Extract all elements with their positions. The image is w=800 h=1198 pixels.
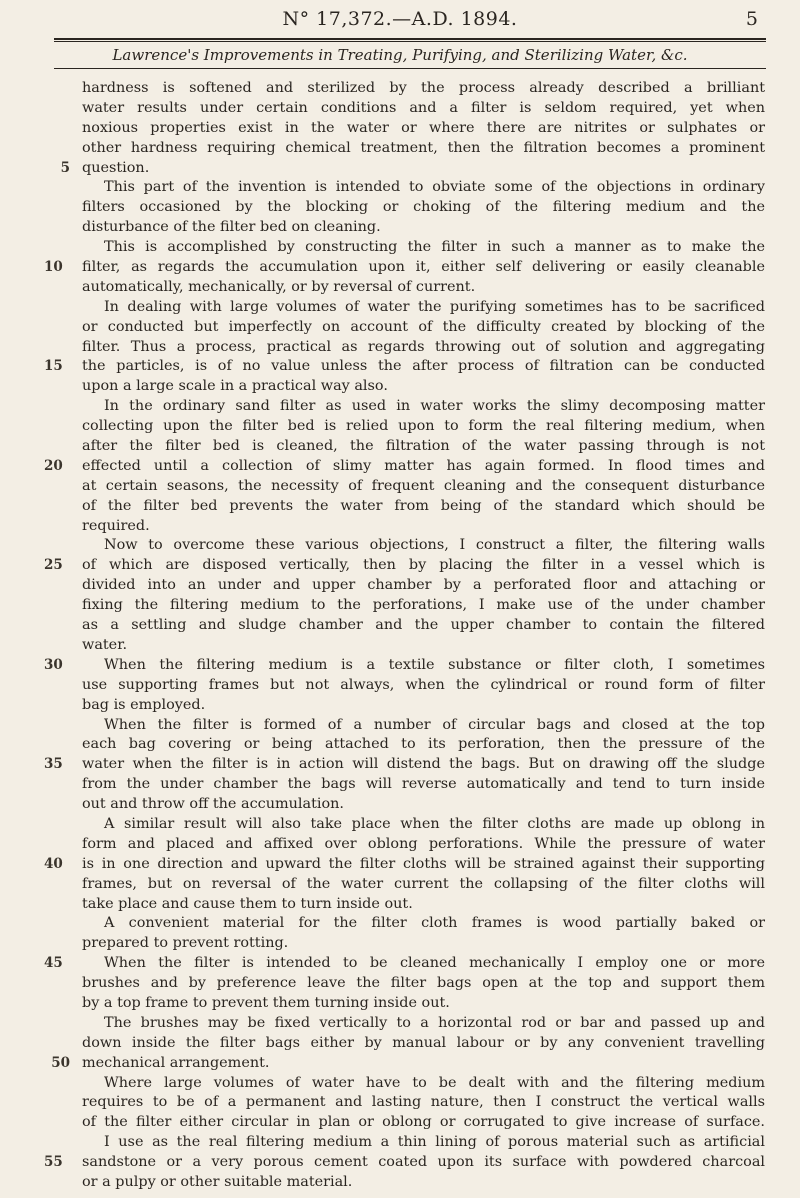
text-line bbox=[82, 835, 765, 855]
text-line bbox=[44, 755, 765, 775]
text-line-content: filter. Thus a process, practical as regards throwing out of solution and aggregating bbox=[82, 338, 765, 355]
text-line-content: or conducted but imperfectly on account of the difficulty created by blocking of the bbox=[82, 318, 765, 335]
text-line bbox=[82, 1113, 765, 1133]
text-line-content: prepared to prevent rotting. bbox=[82, 935, 289, 952]
text-line-content: use supporting frames but not always, when the cylindrical or round form of filter bbox=[82, 676, 765, 693]
text-line-content: water when the filter is in action will distend the bags. But on drawing off the sludge bbox=[82, 756, 765, 773]
text-line bbox=[82, 139, 765, 159]
text-line-content: Now to overcome these various objections, I construct a filter, the filtering walls bbox=[104, 537, 765, 554]
text-line-content: after the filter bed is cleaned, the filtration of the water passing through is not bbox=[82, 438, 765, 455]
text-line bbox=[82, 278, 765, 298]
page-header bbox=[0, 8, 800, 32]
text-line bbox=[82, 914, 765, 934]
text-line-content: down inside the filter bags either by manual labour or by any convenient travelling bbox=[82, 1034, 765, 1051]
text-line-content: by a top frame to prevent them turning inside out. bbox=[82, 994, 450, 1011]
text-line bbox=[82, 1074, 765, 1094]
text-line bbox=[82, 1173, 765, 1193]
running-title: Lawrence's Improvements in Treating, Purifying, and Sterilizing Water, &c. bbox=[112, 46, 688, 64]
text-line bbox=[82, 238, 765, 258]
text-line-content: effected until a collection of slimy matter has again formed. In flood times and bbox=[82, 457, 765, 474]
text-line bbox=[82, 437, 765, 457]
text-line-content: of the filter either circular in plan or oblong or corrugated to give increase of surface. bbox=[82, 1114, 765, 1131]
text-line bbox=[82, 775, 765, 795]
text-line bbox=[82, 1133, 765, 1153]
text-line bbox=[82, 795, 765, 815]
text-line-content: the particles, is of no value unless the after process of filtration can be conducted bbox=[82, 358, 765, 375]
text-line-content: sandstone or a very porous cement coated upon its surface with powdered charcoal bbox=[82, 1154, 765, 1171]
text-line bbox=[82, 298, 765, 318]
text-line bbox=[82, 79, 765, 99]
text-line bbox=[82, 318, 765, 338]
text-line bbox=[44, 1153, 765, 1173]
text-line-content: water results under certain conditions and a filter is seldom required, yet when bbox=[82, 99, 765, 116]
text-line bbox=[44, 457, 765, 477]
text-line-content: divided into an under and upper chamber by a perforated floor and attaching or bbox=[82, 577, 765, 594]
line-number: 5 bbox=[60, 159, 70, 176]
text-line bbox=[44, 556, 765, 576]
text-line-content: required. bbox=[82, 517, 150, 534]
text-line bbox=[82, 119, 765, 139]
text-line bbox=[82, 875, 765, 895]
text-line bbox=[82, 716, 765, 736]
text-line bbox=[82, 377, 765, 397]
text-line bbox=[82, 517, 765, 537]
text-line-content: other hardness requiring chemical treatment, then the filtration becomes a prominent bbox=[82, 139, 765, 156]
text-line-content: frames, but on reversal of the water current the collapsing of the filter cloths will bbox=[82, 875, 765, 892]
line-number: 35 bbox=[44, 756, 63, 773]
text-line bbox=[82, 676, 765, 696]
text-line-content: or a pulpy or other suitable material. bbox=[82, 1173, 353, 1190]
text-line-content: out and throw off the accumulation. bbox=[82, 796, 344, 813]
header-rule bbox=[54, 38, 766, 40]
text-line-content: A convenient material for the filter cloth frames is wood partially baked or bbox=[104, 915, 765, 932]
text-line-content: noxious properties exist in the water or where there are nitrites or sulphates or bbox=[82, 119, 765, 136]
text-line-content: filters occasioned by the blocking or choking of the filtering medium and the bbox=[82, 199, 765, 216]
text-line bbox=[82, 994, 765, 1014]
text-line-content: automatically, mechanically, or by reversal of current. bbox=[82, 278, 476, 295]
text-line bbox=[82, 974, 765, 994]
text-line bbox=[82, 636, 765, 656]
line-number: 40 bbox=[44, 855, 63, 872]
text-line bbox=[82, 696, 765, 716]
text-line bbox=[82, 895, 765, 915]
text-line-content: When the filter is intended to be cleaned mechanically I employ one or more bbox=[104, 955, 765, 972]
text-line-content: mechanical arrangement. bbox=[82, 1054, 270, 1071]
text-line bbox=[82, 576, 765, 596]
line-number: 10 bbox=[44, 259, 63, 276]
title-rule bbox=[54, 68, 766, 69]
text-line bbox=[44, 656, 765, 676]
header-rule-thin bbox=[54, 41, 766, 42]
text-line-content: take place and cause them to turn inside out. bbox=[82, 895, 413, 912]
line-number: 55 bbox=[44, 1154, 63, 1171]
text-line bbox=[82, 417, 765, 437]
text-line-content: fixing the filtering medium to the perforations, I make use of the under chamber bbox=[82, 597, 765, 614]
text-line bbox=[44, 954, 765, 974]
text-line bbox=[82, 536, 765, 556]
text-line bbox=[44, 855, 765, 875]
text-line bbox=[51, 1054, 765, 1074]
text-line bbox=[82, 218, 765, 238]
text-line-content: each bag covering or being attached to its perforation, then the pressure of the bbox=[82, 736, 765, 753]
text-line-content: A similar result will also take place when the filter cloths are made up oblong in bbox=[104, 815, 765, 832]
body-text bbox=[44, 79, 765, 1193]
line-number: 15 bbox=[44, 358, 63, 375]
text-line bbox=[82, 596, 765, 616]
text-line-content: This part of the invention is intended to obviate some of the objections in ordinary bbox=[104, 179, 765, 196]
text-line bbox=[60, 159, 765, 179]
text-line-content: disturbance of the filter bed on cleaning. bbox=[82, 219, 381, 236]
text-line-content: In dealing with large volumes of water the purifying sometimes has to be sacrificed bbox=[104, 298, 765, 315]
text-line bbox=[82, 178, 765, 198]
text-line-content: of the filter bed prevents the water from being of the standard which should be bbox=[82, 497, 765, 514]
text-line-content: In the ordinary sand filter as used in water works the slimy decomposing matter bbox=[104, 398, 765, 415]
text-line-content: upon a large scale in a practical way also. bbox=[82, 378, 388, 395]
line-number: 25 bbox=[44, 557, 63, 574]
line-number: 20 bbox=[44, 457, 63, 474]
text-line-content: I use as the real filtering medium a thin lining of porous material such as artificial bbox=[104, 1134, 765, 1151]
text-line bbox=[82, 934, 765, 954]
text-line-content: collecting upon the filter bed is relied upon to form the real filtering medium, when bbox=[82, 418, 765, 435]
text-line bbox=[82, 477, 765, 497]
text-line-content: as a settling and sludge chamber and the upper chamber to contain the filtered bbox=[82, 617, 765, 634]
text-line-content: form and placed and affixed over oblong perforations. While the pressure of water bbox=[82, 835, 765, 852]
line-number: 45 bbox=[44, 955, 63, 972]
page-number: 5 bbox=[745, 8, 758, 30]
text-line bbox=[82, 1093, 765, 1113]
line-number: 50 bbox=[51, 1054, 70, 1071]
text-line bbox=[82, 497, 765, 517]
text-line-content: at certain seasons, the necessity of frequent cleaning and the consequent disturbance bbox=[82, 477, 765, 494]
text-line-content: water. bbox=[82, 636, 128, 653]
text-line bbox=[82, 397, 765, 417]
text-line bbox=[82, 735, 765, 755]
text-line-content: question. bbox=[82, 159, 150, 176]
text-line bbox=[44, 258, 765, 278]
text-line-content: The brushes may be fixed vertically to a horizontal rod or bar and passed up and bbox=[104, 1014, 765, 1031]
text-line bbox=[82, 815, 765, 835]
text-line bbox=[82, 198, 765, 218]
text-line bbox=[82, 99, 765, 119]
patent-number: N° 17,372.—A.D. 1894. bbox=[282, 8, 518, 30]
text-line-content: When the filter is formed of a number of circular bags and closed at the top bbox=[104, 716, 765, 733]
text-line bbox=[82, 1034, 765, 1054]
text-line-content: of which are disposed vertically, then by placing the filter in a vessel which is bbox=[82, 557, 765, 574]
text-line-content: When the filtering medium is a textile substance or filter cloth, I sometimes bbox=[104, 656, 765, 673]
text-line bbox=[82, 1014, 765, 1034]
text-line-content: requires to be of a permanent and lasting nature, then I construct the vertical walls bbox=[82, 1094, 765, 1111]
text-line bbox=[44, 357, 765, 377]
line-number: 30 bbox=[44, 656, 63, 673]
text-line-content: is in one direction and upward the filter cloths will be strained against their supporting bbox=[82, 855, 765, 872]
text-line-content: hardness is softened and sterilized by the process already described a brilliant bbox=[82, 80, 765, 96]
text-line-content: This is accomplished by constructing the filter in such a manner as to make the bbox=[104, 239, 765, 256]
text-line-content: from the under chamber the bags will reverse automatically and tend to turn inside bbox=[82, 776, 765, 793]
text-line-content: brushes and by preference leave the filter bags open at the top and support them bbox=[82, 975, 765, 992]
text-line-content: filter, as regards the accumulation upon it, either self delivering or easily cleanable bbox=[82, 259, 765, 276]
text-line bbox=[82, 338, 765, 358]
text-line bbox=[82, 616, 765, 636]
text-line-content: Where large volumes of water have to be dealt with and the filtering medium bbox=[104, 1074, 765, 1091]
text-line-content: bag is employed. bbox=[82, 696, 206, 713]
